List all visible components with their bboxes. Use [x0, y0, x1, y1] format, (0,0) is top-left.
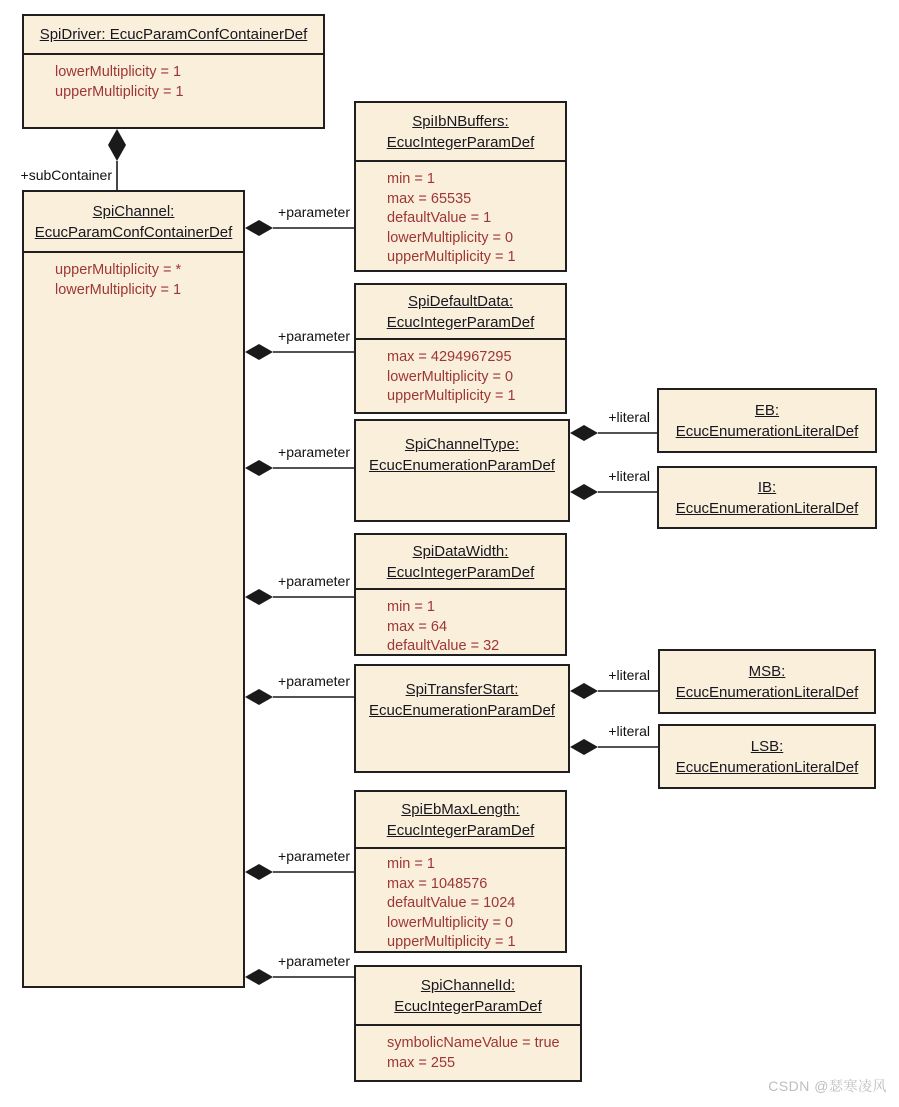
node-title-line: IB: — [757, 478, 777, 496]
attribute-line: min = 1 — [387, 599, 435, 615]
node-title — [659, 468, 875, 527]
node-attributes — [356, 849, 565, 953]
node-msb-literal — [658, 649, 876, 714]
attribute-line: upperMultiplicity = 1 — [387, 249, 516, 265]
node-title — [356, 967, 580, 1026]
node-title-line: SpiDriver: EcucParamConfContainerDef — [39, 26, 308, 43]
attribute-line: lowerMultiplicity = 0 — [387, 368, 514, 385]
composition-diamond-icon — [245, 460, 273, 476]
node-title-line: EcucEnumerationParamDef — [369, 457, 555, 474]
node-title-line: EcucEnumerationParamDef — [369, 702, 555, 719]
node-title-line: SpiChannelId: — [420, 976, 516, 994]
node-attributes — [24, 253, 243, 300]
role-label-parameter: +parameter — [278, 204, 350, 220]
node-lsb-literal — [658, 724, 876, 789]
role-label-subcontainer: +subContainer — [20, 167, 112, 183]
attribute-line: lowerMultiplicity = 1 — [55, 281, 182, 298]
attribute-line: max = 64 — [387, 618, 448, 635]
node-title — [356, 285, 565, 340]
node-title — [24, 16, 323, 55]
csdn-watermark: CSDN @瑟寒凌风 — [768, 1078, 887, 1094]
composition-diamond-icon — [245, 220, 273, 236]
node-title-line: EcucIntegerParamDef — [386, 821, 535, 839]
attribute-line: defaultValue = 32 — [387, 638, 500, 654]
attribute-line: max = 1048576 — [387, 875, 488, 892]
node-title-line: MSB: — [748, 662, 786, 680]
role-label-parameter: +parameter — [278, 673, 350, 689]
node-title-line: EcucParamConfContainerDef — [34, 223, 233, 241]
node-title — [660, 651, 874, 712]
node-attributes — [356, 340, 565, 407]
node-title-line: EcucIntegerParamDef — [386, 133, 535, 151]
role-label-parameter: +parameter — [278, 848, 350, 864]
composition-diamond-icon — [245, 344, 273, 360]
role-label-parameter: +parameter — [278, 573, 350, 589]
role-label-parameter: +parameter — [278, 444, 350, 460]
attribute-line: defaultValue = 1 — [387, 210, 492, 226]
node-spi-driver — [22, 14, 325, 129]
attribute-line: upperMultiplicity = 1 — [387, 934, 516, 950]
composition-diamond-icon — [245, 864, 273, 880]
node-title-line: SpiDataWidth: — [412, 542, 509, 560]
node-title-line: EcucEnumerationLiteralDef — [675, 758, 859, 776]
node-spi-default-data — [354, 283, 567, 414]
composition-diamond-icon — [245, 969, 273, 985]
composition-diamond-icon — [570, 425, 598, 441]
attribute-line: upperMultiplicity = 1 — [55, 83, 184, 100]
attribute-line: max = 65535 — [387, 190, 472, 207]
role-label-literal: +literal — [608, 723, 650, 739]
attribute-line: max = 4294967295 — [387, 349, 512, 365]
node-spi-channel-id — [354, 965, 582, 1082]
attribute-line: max = 255 — [387, 1054, 456, 1071]
role-label-parameter: +parameter — [278, 953, 350, 969]
node-spi-channel — [22, 190, 245, 988]
composition-diamond-icon — [245, 589, 273, 605]
node-attributes — [24, 55, 323, 102]
node-title-line: SpiEbMaxLength: — [401, 800, 520, 818]
node-spi-channel-type — [354, 419, 570, 522]
role-label-literal: +literal — [608, 409, 650, 425]
composition-diamond-icon — [570, 683, 598, 699]
node-title-line: LSB: — [750, 737, 784, 755]
node-spi-data-width — [354, 533, 567, 656]
composition-diamond-icon — [245, 689, 273, 705]
attribute-line: upperMultiplicity = 1 — [387, 388, 516, 404]
attribute-line: min = 1 — [387, 171, 435, 187]
node-title-line: SpiChannelType: — [404, 436, 520, 453]
node-title-line: EcucEnumerationLiteralDef — [675, 683, 859, 701]
attribute-line: lowerMultiplicity = 1 — [55, 64, 182, 80]
node-title-line: EcucEnumerationLiteralDef — [675, 499, 859, 517]
attribute-line: upperMultiplicity = * — [55, 262, 182, 278]
node-spi-eb-max-length — [354, 790, 567, 953]
composition-diamond-icon — [108, 129, 126, 161]
node-title-line: SpiDefaultData: — [407, 292, 514, 310]
role-label-literal: +literal — [608, 667, 650, 683]
role-label-literal: +literal — [608, 468, 650, 484]
node-title — [660, 726, 874, 787]
node-attributes — [356, 1026, 580, 1073]
node-title — [356, 666, 568, 771]
node-ib-literal — [657, 466, 877, 529]
node-title-line: EcucIntegerParamDef — [386, 313, 535, 331]
role-label-parameter: +parameter — [278, 328, 350, 344]
node-title — [356, 535, 565, 590]
node-title-line: SpiIbNBuffers: — [412, 112, 509, 130]
node-spi-ib-n-buffers — [354, 101, 567, 272]
node-attributes — [356, 590, 565, 657]
attribute-line: lowerMultiplicity = 0 — [387, 914, 514, 931]
node-title-line: EcucEnumerationLiteralDef — [675, 422, 859, 440]
node-title — [24, 192, 243, 253]
node-title — [659, 390, 875, 451]
composition-diamond-icon — [570, 484, 598, 500]
node-title-line: EB: — [754, 401, 780, 419]
attribute-line: symbolicNameValue = true — [387, 1035, 560, 1051]
node-title — [356, 792, 565, 849]
node-title-line: EcucIntegerParamDef — [394, 997, 542, 1015]
node-spi-transfer-start — [354, 664, 570, 773]
node-title-line: SpiTransferStart: — [405, 681, 519, 698]
attribute-line: min = 1 — [387, 856, 435, 872]
node-title — [356, 421, 568, 520]
composition-diamond-icon — [570, 739, 598, 755]
node-title — [356, 103, 565, 162]
node-title-line: SpiChannel: — [92, 202, 175, 220]
attribute-line: defaultValue = 1024 — [387, 895, 516, 911]
node-title-line: EcucIntegerParamDef — [386, 563, 535, 581]
node-eb-literal — [657, 388, 877, 453]
attribute-line: lowerMultiplicity = 0 — [387, 229, 514, 246]
node-attributes — [356, 162, 565, 268]
